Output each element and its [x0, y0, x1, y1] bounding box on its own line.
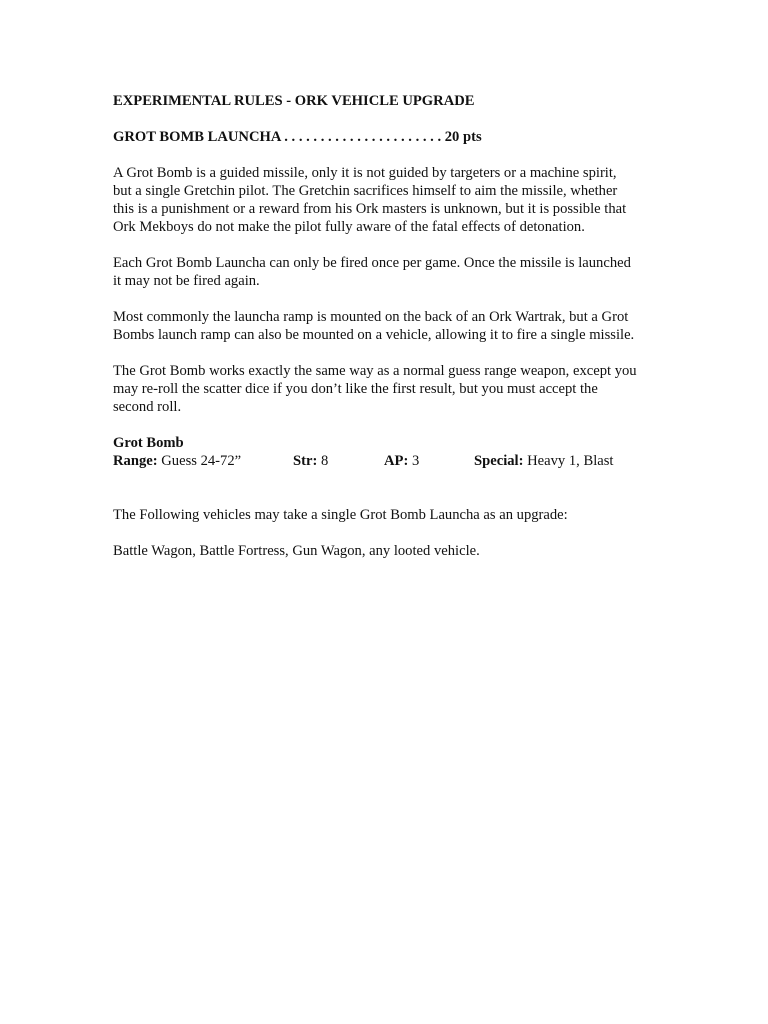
stat-ap-label: AP: [384, 453, 409, 469]
paragraph-guess-range [113, 362, 673, 416]
paragraph-line: Battle Wagon, Battle Fortress, Gun Wagon, any looted vehicle. [113, 543, 480, 559]
paragraph-line: may re-roll the scatter dice if you don’t like the first result, but you must accept the [113, 381, 598, 397]
vehicles-list [113, 542, 673, 560]
upgrade-heading: GROT BOMB LAUNCHA . . . . . . . . . . . . . . . . . . . . . . 20 pts [113, 129, 482, 145]
paragraph-mounting [113, 308, 673, 344]
paragraph-line: but a single Gretchin pilot. The Gretchin sacrifices himself to aim the missile, whether [113, 183, 618, 199]
stat-range [113, 452, 241, 470]
stat-special-value: Heavy 1, Blast [527, 453, 614, 469]
stat-ap [384, 452, 419, 470]
stat-range-label: Range: [113, 453, 158, 469]
stat-strength-label: Str: [293, 453, 318, 469]
paragraph-line: Bombs launch ramp can also be mounted on a vehicle, allowing it to fire a single missile. [113, 327, 635, 343]
paragraph-line: Each Grot Bomb Launcha can only be fired once per game. Once the missile is launched [113, 255, 631, 271]
weapon-name: Grot Bomb [113, 435, 184, 451]
paragraph-line: The Following vehicles may take a single Grot Bomb Launcha as an upgrade: [113, 507, 568, 523]
paragraph-line: it may not be fired again. [113, 273, 260, 289]
stat-strength-value: 8 [320, 453, 329, 469]
paragraph-description [113, 164, 673, 236]
stat-special [474, 452, 613, 470]
stat-range-value: Guess 24-72” [161, 453, 242, 469]
paragraph-line: this is a punishment or a reward from his Ork masters is unknown, but it is possible that [113, 201, 627, 217]
paragraph-line: Most commonly the launcha ramp is mounted on the back of an Ork Wartrak, but a Grot [113, 309, 629, 325]
document-body [113, 92, 673, 578]
weapon-stats [113, 452, 673, 470]
vehicles-intro [113, 506, 673, 524]
paragraph-single-use [113, 254, 673, 290]
paragraph-line: second roll. [113, 399, 182, 415]
stat-strength [293, 452, 328, 470]
paragraph-line: A Grot Bomb is a guided missile, only it is not guided by targeters or a machine spirit, [113, 165, 617, 181]
stat-special-label: Special: [474, 453, 524, 469]
spacer [113, 470, 673, 506]
document-title: EXPERIMENTAL RULES - ORK VEHICLE UPGRADE [113, 93, 475, 109]
paragraph-line: Ork Mekboys do not make the pilot fully aware of the fatal effects of detonation. [113, 219, 585, 235]
paragraph-line: The Grot Bomb works exactly the same way as a normal guess range weapon, except you [113, 363, 637, 379]
stat-ap-value: 3 [411, 453, 420, 469]
